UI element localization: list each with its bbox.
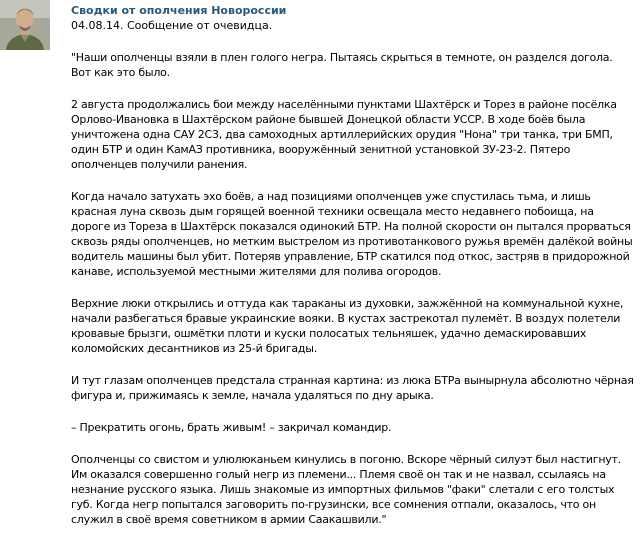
post-paragraph: Ополченцы со свистом и улюлюканьем кинулись в погоню. Вскоре чёрный силуэт был настигнут. Им оказался совершенно голый негр из племени... Племя своё он так и не назвал, ссылаясь на незнание русского языка. Лишь знакомые из импортных фильмов "факи" слетали с его толстых губ. Когда негр попытался заговорить по-грузински, все сомнения отпали, оказалось, что он служил в своё время советником в армии Саакашвили." bbox=[71, 453, 621, 526]
post-paragraph: "Наши ополченцы взяли в плен голого негра. Пытаясь скрыться в темноте, он разделся догола. Вот как это было. bbox=[71, 51, 613, 79]
post-paragraph: Верхние люки открылись и оттуда как тараканы из духовки, зажжённой на коммунальной кухне, начали разбегаться бравые украинские вояки. В кустах застрекотал пулемёт. В воздух полетели кровавые брызги, ошмётки плоти и куски полосатых тельняшек, удачно демаскировавших коломойских десантников из 25-й бригады. bbox=[71, 297, 624, 355]
post-date-line: 04.08.14. Сообщение от очевидца. bbox=[71, 19, 273, 32]
post-paragraph: И тут глазам ополченцев предстала странная картина: из люка БТРа вынырнула абсолютно чёрная фигура и, прижимаясь к земле, начала удаляться по дну арыка. bbox=[71, 374, 634, 402]
post-content bbox=[71, 3, 634, 527]
post-paragraph: Когда начало затухать эхо боёв, а над позициями ополченцев уже спустилась тьма, и лишь красная луна сквозь дым горящей военной техники освещала место недавнего побоища, на дороге из Тореза в Шахтёрск показался одинокий БТР. На полной скорости он пытался прорваться сквозь ряды ополченцев, но метким выстрелом из противотанкового ружья времён далёкой войны водитель машины был убит. Потеряв управление, БТР скатился под откос, застряв в придорожной канаве, используемой местными жителями для полива огородов. bbox=[71, 190, 633, 278]
author-link[interactable]: Сводки от ополчения Новороссии bbox=[71, 4, 287, 17]
avatar[interactable] bbox=[0, 0, 50, 50]
post-text bbox=[71, 50, 634, 527]
avatar-photo bbox=[0, 0, 50, 50]
post-paragraph: 2 августа продолжались бои между населёнными пунктами Шахтёрск и Торез в районе посёлка Орлово-Ивановка в Шахтёрском районе бывшей Донецкой области УССР. В ходе боёв была уничтожена одна САУ 2С3, два самоходных артиллерийских орудия "Нона" три танка, три БМП, один БТР и один КамАЗ противника, вооружённый зенитной установкой ЗУ-23-2. Пятеро ополченцев получили ранения. bbox=[71, 98, 617, 171]
post-paragraph: – Прекратить огонь, брать живым! – закричал командир. bbox=[71, 421, 392, 434]
